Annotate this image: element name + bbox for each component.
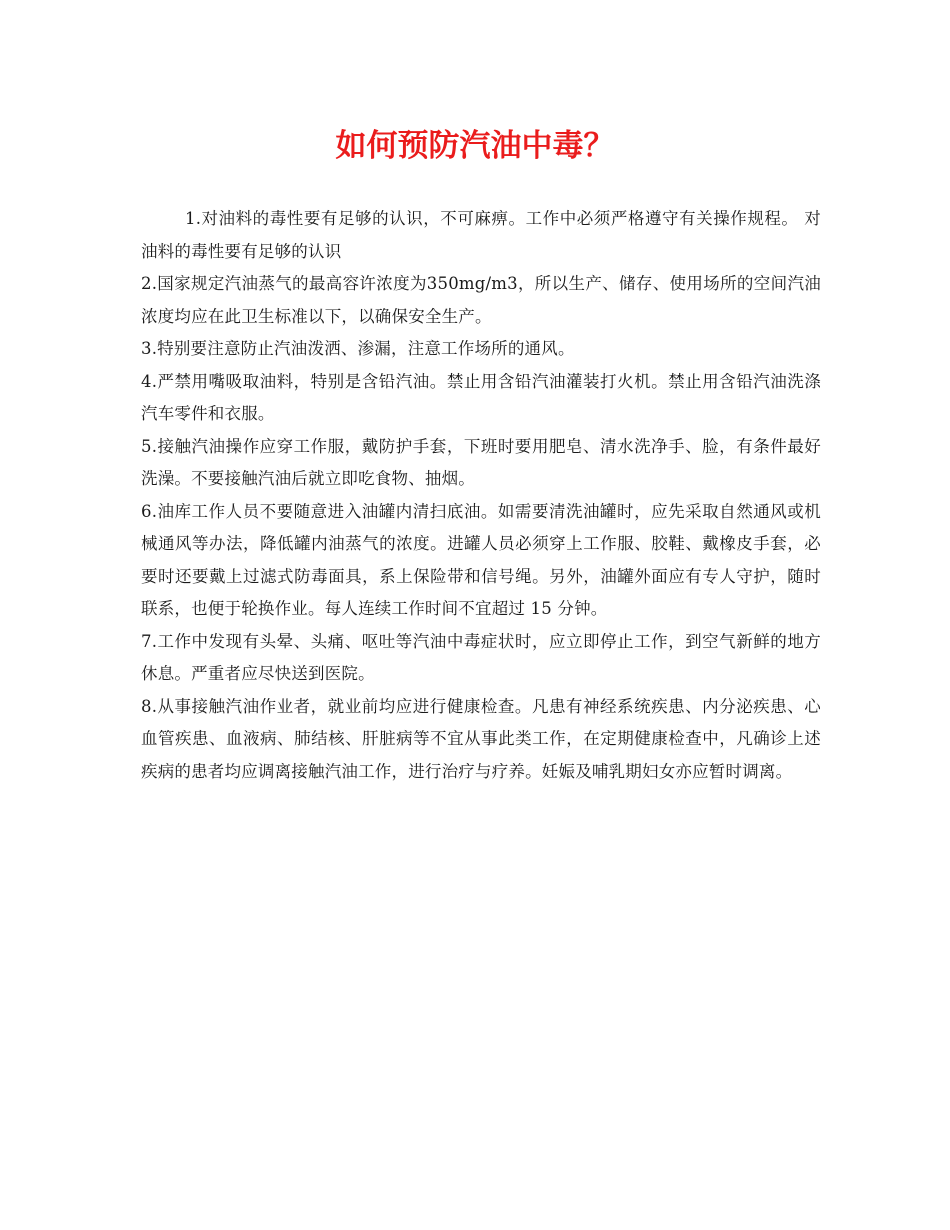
document-body xyxy=(141,203,821,788)
paragraph-8: 8.从事接触汽油作业者，就业前均应进行健康检查。凡患有神经系统疾患、内分泌疾患、心血管疾患、血液病、肺结核、肝脏病等不宜从事此类工作，在定期健康检查中，凡确诊上述疾病的患者均应调离接触汽油工作，进行治疗与疗养。妊娠及哺乳期妇女亦应暂时调离。 xyxy=(141,696,821,781)
document-title: 如何预防汽油中毒？ xyxy=(335,128,615,164)
paragraph-7: 7.工作中发现有头晕、头痛、呕吐等汽油中毒症状时，应立即停止工作，到空气新鲜的地方休息。严重者应尽快送到医院。 xyxy=(141,631,821,683)
paragraph-3: 3.特别要注意防止汽油泼洒、渗漏，注意工作场所的通风。 xyxy=(141,339,575,358)
paragraph-1: 1.对油料的毒性要有足够的认识，不可麻痹。工作中必须严格遵守有关操作规程。 对油料的毒性要有足够的认识 xyxy=(141,209,821,261)
paragraph-5: 5.接触汽油操作应穿工作服，戴防护手套，下班时要用肥皂、清水洗净手、脸，有条件最好洗澡。不要接触汽油后就立即吃食物、抽烟。 xyxy=(141,436,821,488)
paragraph-6: 6.油库工作人员不要随意进入油罐内清扫底油。如需要清洗油罐时，应先采取自然通风或机械通风等办法，降低罐内油蒸气的浓度。进罐人员必须穿上工作服、胶鞋、戴橡皮手套，必要时还要戴上过滤式防毒面具，系上保险带和信号绳。另外，油罐外面应有专人守护，随时联系，也便于轮换作业。每人连续工作时间不宜超过 15 分钟。 xyxy=(141,501,821,618)
paragraph-4: 4.严禁用嘴吸取油料，特别是含铅汽油。禁止用含铅汽油灌装打火机。禁止用含铅汽油洗涤汽车零件和衣服。 xyxy=(141,371,821,423)
paragraph-2: 2.国家规定汽油蒸气的最高容许浓度为350mg/m3，所以生产、储存、使用场所的空间汽油浓度均应在此卫生标准以下，以确保安全生产。 xyxy=(141,274,821,326)
